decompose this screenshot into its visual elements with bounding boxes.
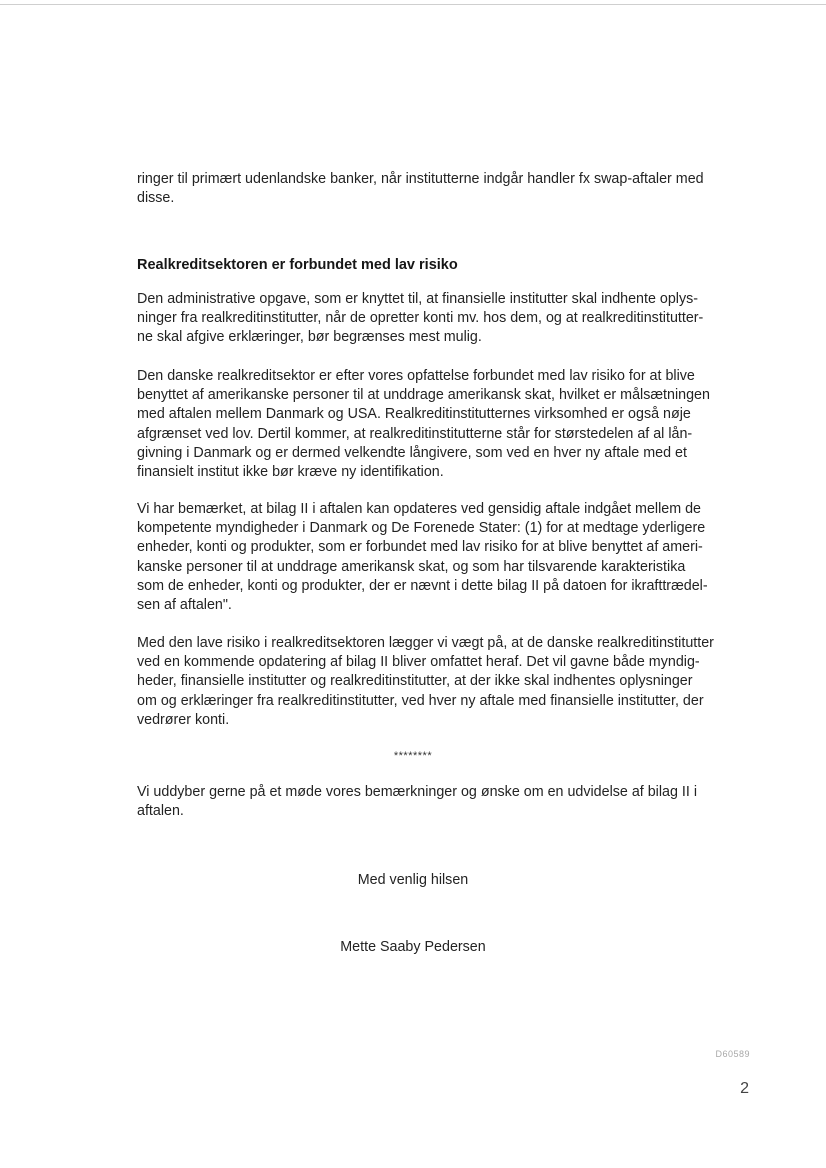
section-separator: ******** bbox=[393, 750, 433, 762]
paragraph-4 bbox=[137, 634, 753, 730]
text-line: Vi uddyber gerne på et møde vores bemærkninger og ønske om en udvidelse af bilag II i bbox=[137, 784, 698, 800]
text-line: om og erklæringer fra realkreditinstitutter, ved hver ny aftale med finansielle institutter, der bbox=[137, 692, 704, 709]
text-line: finansielt institut ikke bør kræve ny identifikation. bbox=[137, 464, 444, 481]
text-line: enheder, konti og produkter, som er forbundet med lav risiko for at blive benyttet af ameri- bbox=[137, 539, 703, 556]
page-number: 2 bbox=[740, 1080, 749, 1097]
text-line: ninger fra realkreditinstitutter, når de opretter konti mv. hos dem, og at realkreditinstitutter- bbox=[137, 310, 704, 327]
text-line: Med den lave risiko i realkreditsektoren lægger vi vægt på, at de danske realkreditinstitutter bbox=[137, 635, 714, 651]
text-line: vedrører konti. bbox=[137, 711, 230, 728]
continuation-paragraph bbox=[137, 170, 753, 208]
text-line: givning i Danmark og er dermed velkendte långivere, som ved en hver ny aftale med et bbox=[137, 444, 687, 461]
text-line: kompetente myndigheder i Danmark og De Forenede Stater: (1) for at medtage yderligere bbox=[137, 520, 706, 537]
text-line: med aftalen mellem Danmark og USA. Realkreditinstitutternes virksomhed er også nøje bbox=[137, 406, 691, 423]
text-line: ved en kommende opdatering af bilag II bliver omfattet heraf. Det vil gavne både myndig- bbox=[137, 654, 700, 671]
text-line: som de enheder, konti og produkter, der er nævnt i dette bilag II på datoen for ikrafttrædel- bbox=[137, 577, 708, 594]
text-line: Den administrative opgave, som er knyttet til, at finansielle institutter skal indhente oplys- bbox=[137, 291, 699, 307]
text-line: Den danske realkreditsektor er efter vores opfattelse forbundet med lav risiko for at blive bbox=[137, 368, 695, 384]
top-border-line bbox=[0, 4, 826, 5]
paragraph-3 bbox=[137, 500, 753, 615]
closing-paragraph bbox=[137, 783, 753, 821]
section-heading: Realkreditsektoren er forbundet med lav risiko bbox=[137, 257, 458, 273]
text-line: ne skal afgive erklæringer, bør begrænses mest mulig. bbox=[137, 329, 482, 346]
text-line: afgrænset ved lov. Dertil kommer, at realkreditinstitutterne står for størstedelen af al lån- bbox=[137, 425, 693, 442]
paragraph-1 bbox=[137, 290, 753, 348]
salutation: Med venlig hilsen bbox=[357, 872, 469, 888]
text-line: aftalen. bbox=[137, 803, 184, 820]
text-line: disse. bbox=[137, 190, 175, 207]
document-id: D60589 bbox=[715, 1049, 750, 1059]
text-line: ringer til primært udenlandske banker, når institutterne indgår handler fx swap-aftaler med bbox=[137, 171, 704, 187]
text-line: Vi har bemærket, at bilag II i aftalen kan opdateres ved gensidig aftale indgået mellem de bbox=[137, 501, 702, 517]
text-line: kanske personer til at unddrage amerikansk skat, og som har tilsvarende karakteristika bbox=[137, 558, 686, 575]
text-line: heder, finansielle institutter og realkreditinstitutter, at der ikke skal indhentes oplysninger bbox=[137, 673, 693, 690]
paragraph-2 bbox=[137, 367, 753, 482]
text-line: benyttet af amerikanske personer til at unddrage amerikansk skat, hvilket er målsætningen bbox=[137, 387, 710, 404]
signatory-name: Mette Saaby Pedersen bbox=[340, 939, 486, 955]
text-line: sen af aftalen". bbox=[137, 597, 232, 614]
